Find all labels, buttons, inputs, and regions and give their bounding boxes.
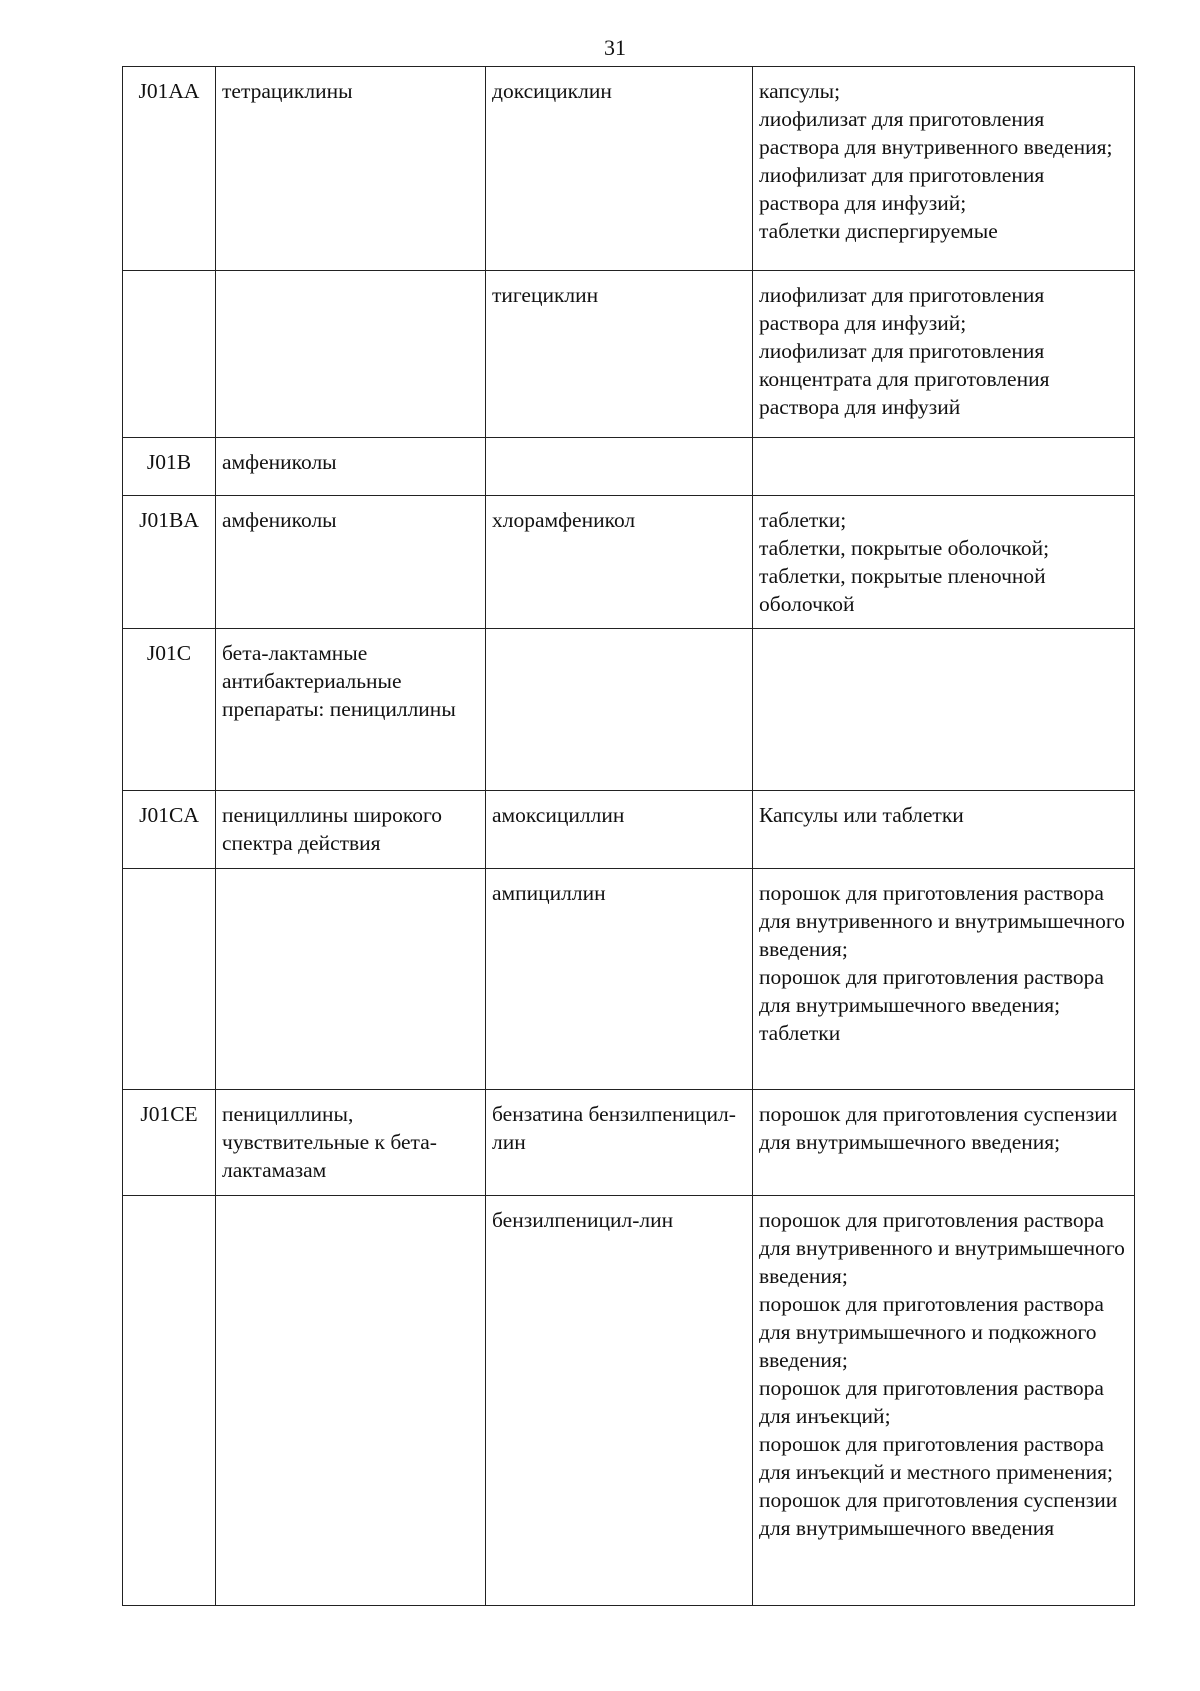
group-name-cell: амфениколы bbox=[216, 496, 486, 629]
dosage-form-cell: Капсулы или таблетки bbox=[753, 791, 1135, 869]
dosage-form-cell: порошок для приготовления раствора для внутривенного и внутримышечного введения; порошок для приготовления раствора для внутримышечного и подкожного введения; порошок для приготовления раствора для инъекций; порошок для приготовления раствора для инъекций и местного применения; порошок для приготовления суспензии для внутримышечного введения bbox=[753, 1196, 1135, 1606]
dosage-form-cell bbox=[753, 438, 1135, 496]
drug-name-cell: хлорамфеникол bbox=[486, 496, 753, 629]
group-name-cell bbox=[216, 869, 486, 1090]
table-row bbox=[123, 791, 1135, 869]
drug-table bbox=[122, 66, 1135, 1606]
drug-name-cell bbox=[486, 629, 753, 791]
drug-name-cell: бензилпеницил-лин bbox=[486, 1196, 753, 1606]
dosage-form-cell: таблетки; таблетки, покрытые оболочкой; таблетки, покрытые пленочной оболочкой bbox=[753, 496, 1135, 629]
page-number: 31 bbox=[604, 35, 626, 60]
table-row bbox=[123, 496, 1135, 629]
group-name-cell bbox=[216, 1196, 486, 1606]
table-row bbox=[123, 67, 1135, 271]
atc-code-cell: J01AA bbox=[123, 67, 216, 271]
atc-code-cell bbox=[123, 1196, 216, 1606]
table-row bbox=[123, 1196, 1135, 1606]
drug-table-body bbox=[123, 67, 1135, 1606]
atc-code-cell: J01BA bbox=[123, 496, 216, 629]
table-row bbox=[123, 629, 1135, 791]
atc-code-cell: J01CA bbox=[123, 791, 216, 869]
table-row bbox=[123, 1090, 1135, 1196]
dosage-form-cell: порошок для приготовления раствора для внутривенного и внутримышечного введения; порошок для приготовления раствора для внутримышечного введения; таблетки bbox=[753, 869, 1135, 1090]
group-name-cell: пенициллины, чувствительные к бета-лактамазам bbox=[216, 1090, 486, 1196]
atc-code-cell: J01C bbox=[123, 629, 216, 791]
table-row bbox=[123, 869, 1135, 1090]
dosage-form-cell: капсулы; лиофилизат для приготовления раствора для внутривенного введения; лиофилизат для приготовления раствора для инфузий; таблетки диспергируемые bbox=[753, 67, 1135, 271]
drug-name-cell bbox=[486, 438, 753, 496]
dosage-form-cell: лиофилизат для приготовления раствора для инфузий; лиофилизат для приготовления концентрата для приготовления раствора для инфузий bbox=[753, 271, 1135, 438]
drug-name-cell: тигециклин bbox=[486, 271, 753, 438]
group-name-cell: пенициллины широкого спектра действия bbox=[216, 791, 486, 869]
group-name-cell: бета-лактамные антибактериальные препараты: пенициллины bbox=[216, 629, 486, 791]
group-name-cell bbox=[216, 271, 486, 438]
table-row bbox=[123, 438, 1135, 496]
atc-code-cell: J01B bbox=[123, 438, 216, 496]
drug-name-cell: амоксициллин bbox=[486, 791, 753, 869]
drug-name-cell: доксициклин bbox=[486, 67, 753, 271]
table-row bbox=[123, 271, 1135, 438]
drug-name-cell: ампициллин bbox=[486, 869, 753, 1090]
atc-code-cell bbox=[123, 271, 216, 438]
drug-name-cell: бензатина бензилпеницил-лин bbox=[486, 1090, 753, 1196]
group-name-cell: тетрациклины bbox=[216, 67, 486, 271]
dosage-form-cell: порошок для приготовления суспензии для внутримышечного введения; bbox=[753, 1090, 1135, 1196]
atc-code-cell bbox=[123, 869, 216, 1090]
atc-code-cell: J01CE bbox=[123, 1090, 216, 1196]
group-name-cell: амфениколы bbox=[216, 438, 486, 496]
dosage-form-cell bbox=[753, 629, 1135, 791]
